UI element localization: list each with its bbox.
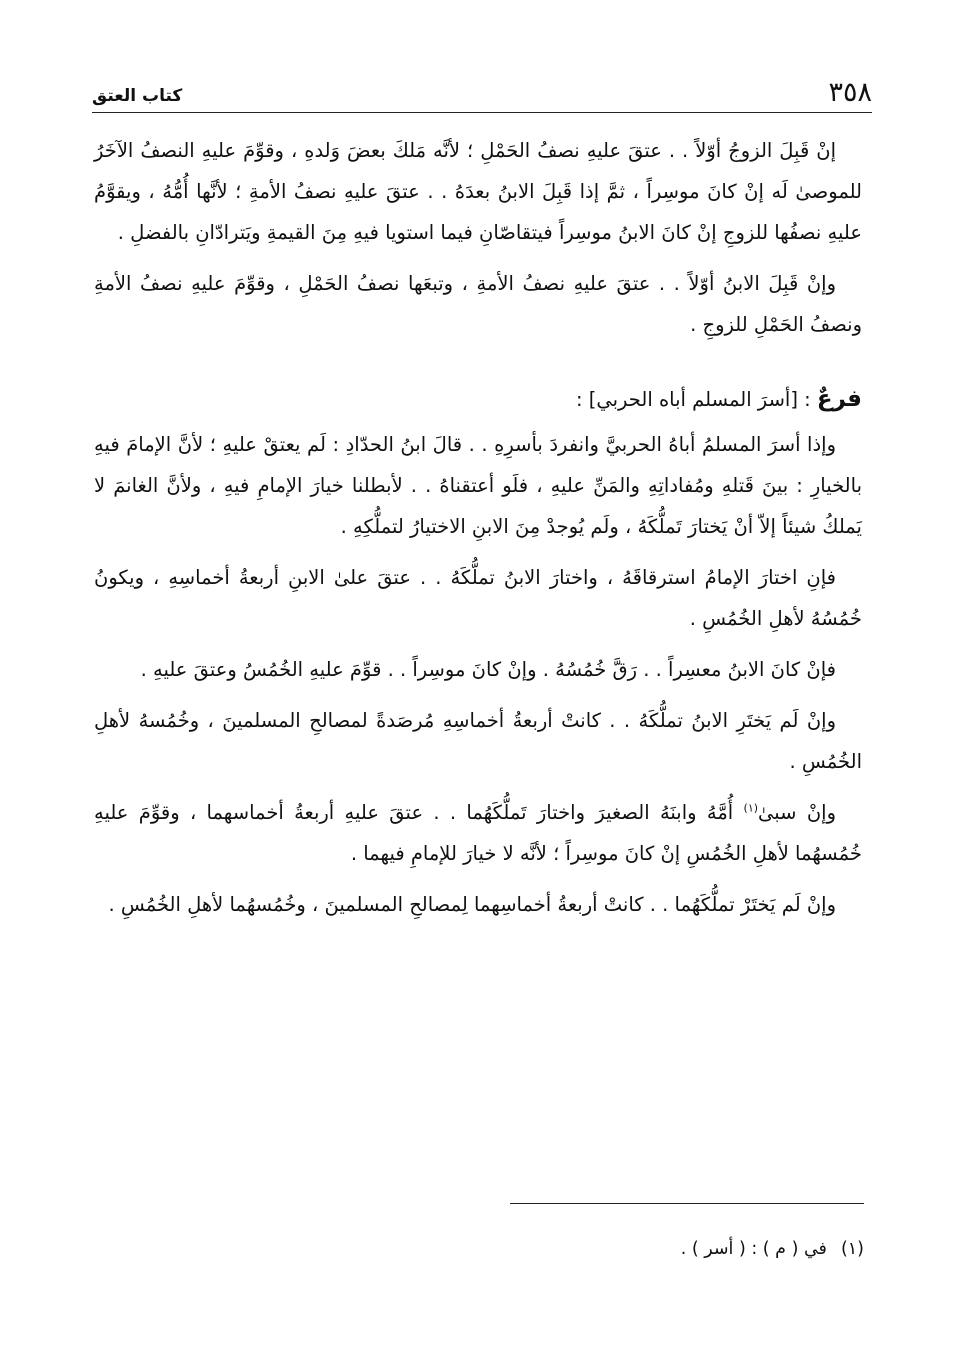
footnote-marker: (١) [743, 801, 759, 815]
running-title: كتاب العتق [92, 86, 183, 106]
main-text [94, 130, 862, 935]
paragraph: وإنْ لَم يَختَرِ الابنُ تملُّكَهُ . . كانتْ أربعةُ أخماسِهِ مُرصَدةً لمصالحِ المسلمينَ ، وخُمُسهُ لأهلِ الخُمُسِ . [94, 709, 862, 773]
footnote-text: في ( م ) : ( أسر ) . [680, 1239, 827, 1259]
paragraph-text: أُمَّهُ وابنَهُ الصغيرَ واختارَ تَملُّكَهُما . . عتقَ عليهِ أربعةُ أخماسهما ، وقوِّمَ عليهِ خُمُسهُما لأهلِ الخُمُسِ إنْ كانَ موسِراً ؛ لأنَّه لا خيارَ للإمامِ فيهما . [94, 801, 862, 865]
page-header [92, 78, 872, 113]
footnote [681, 1234, 864, 1264]
paragraph: فإنِ اختارَ الإمامُ استرقاقَهُ ، واختارَ الابنُ تملُّكَهُ . . عتقَ علىٰ الابنِ أربعةُ أخماسِهِ ، ويكونُ خُمُسُهُ لأهلِ الخُمُسِ . [94, 566, 862, 630]
page-number: ٣٥٨ [828, 77, 872, 108]
branch-heading [94, 379, 862, 420]
paragraph: وإذا أسرَ المسلمُ أباهُ الحربيَّ وانفردَ بأسرِهِ . . قالَ ابنُ الحدّادِ : لَم يعتقْ عليهِ ؛ لأنَّ الإمامَ فيهِ بالخيارِ : بينَ قَتلهِ ومُفاداتِهِ والمَنِّ عليهِ ، فلَو أعتقناهُ . . لأبطلنا خيارَ الإمامِ فيهِ ، ولأنَّ الغانمَ لا يَملكُ شيئاً إلاّ أنْ يَختارَ تَملُّكَهُ ، ولَم يُوجدْ مِنَ الابنِ الاختيارُ لتملُّكِهِ . [94, 433, 862, 538]
paragraph [94, 792, 862, 874]
branch-title: : [أسرَ المسلم أباه الحربي] : [575, 388, 817, 411]
paragraph-text: وإنْ سبىٰ [758, 801, 836, 824]
paragraph: إنْ قَبِلَ الزوجُ أوّلاً . . عتقَ عليهِ نصفُ الحَمْلِ ؛ لأنَّه مَلكَ بعضَ وَلدهِ ، وقوِّمَ عليهِ النصفُ الآخَرُ للموصىٰ لَه إنْ كانَ موسِراً ، ثمَّ إذا قَبِلَ الابنُ بعدَهُ . . عتقَ عليهِ نصفُ الأمةِ ؛ لأنَّها أُمُّهُ ، ويقوَّمُ عليهِ نصفُها للزوجِ إنْ كانَ الابنُ موسِراً فيتقاصّانِ فيما استويا فيهِ مِنَ القيمةِ ويَترادّانِ بالفضلِ . [94, 139, 862, 244]
paragraph: وإنْ قَبِلَ الابنُ أوّلاً . . عتقَ عليهِ نصفُ الأمةِ ، وتبعَها نصفُ الحَمْلِ ، وقوِّمَ عليهِ نصفُ الأمةِ ونصفُ الحَمْلِ للزوجِ . [94, 272, 862, 336]
branch-label: فرعٌ [816, 386, 862, 412]
paragraph: فإنْ كانَ الابنُ معسِراً . . رَقَّ خُمُسُهُ . وإنْ كانَ موسِراً . . قوِّمَ عليهِ الخُمُسُ وعتقَ عليهِ . [140, 658, 836, 681]
footnote-number: (١) [840, 1239, 864, 1259]
footnote-divider [510, 1203, 864, 1204]
paragraph: وإنْ لَم يَختَرْ تملُّكَهُما . . كانتْ أربعةُ أخماسِهما لِمصالحِ المسلمينَ ، وخُمُسهُما لأهلِ الخُمُسِ . [108, 893, 836, 916]
